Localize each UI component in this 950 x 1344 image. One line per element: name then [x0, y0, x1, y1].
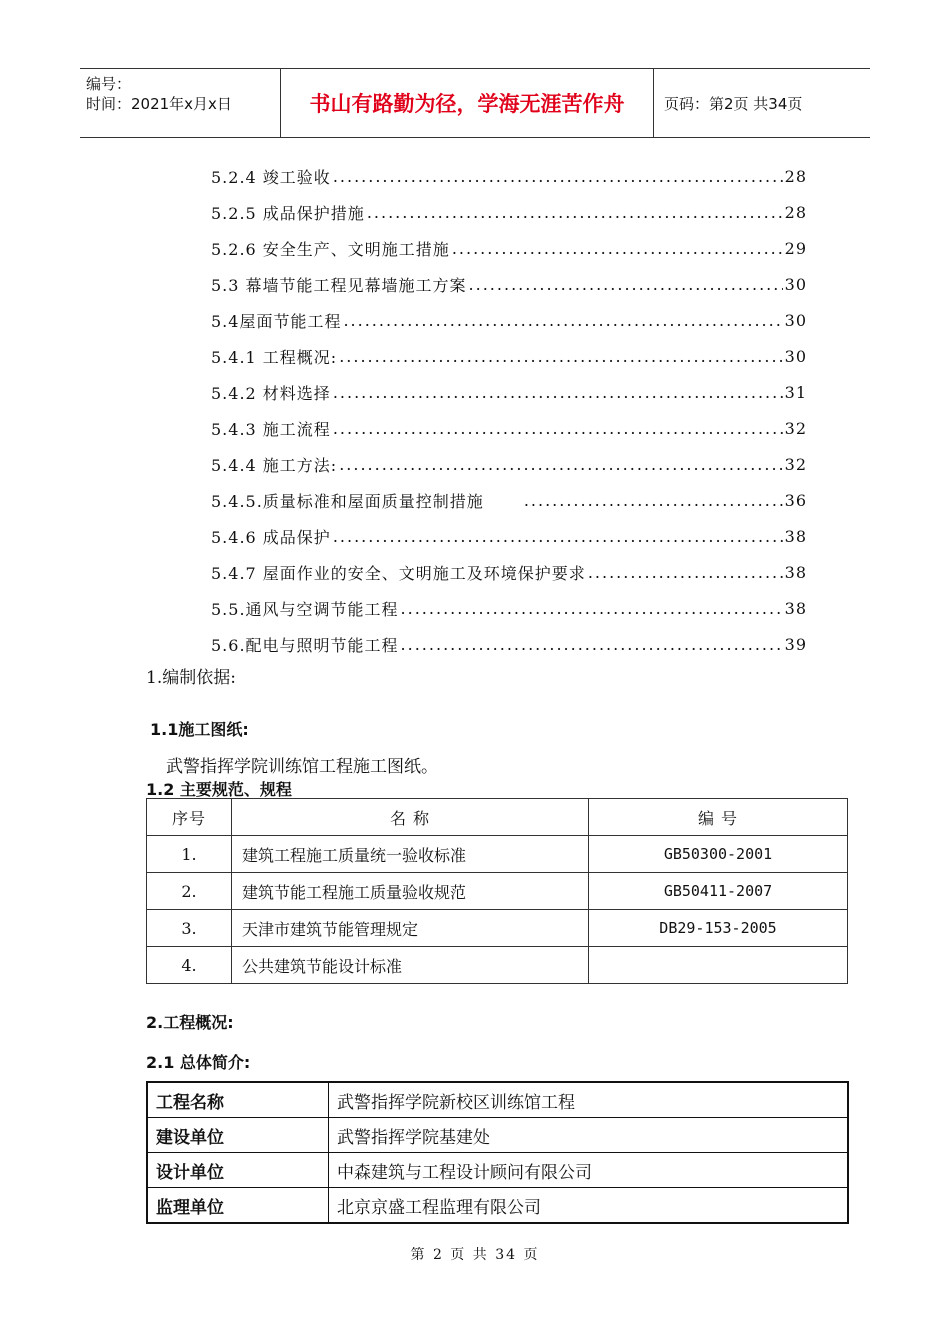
- toc-entry-page: 32: [784, 418, 807, 438]
- toc-entry-label: 5.2.5 成品保护措施: [211, 203, 365, 223]
- row-key: 工程名称: [147, 1082, 329, 1118]
- overview-table: [146, 1081, 849, 1224]
- toc-entry-page: 30: [784, 346, 807, 366]
- standards-table: [146, 798, 848, 984]
- table-of-contents: [211, 158, 807, 662]
- toc-entry: [211, 266, 807, 302]
- toc-leader-dots: [588, 563, 783, 582]
- time-label: 时间：2021年x月x日: [86, 95, 232, 113]
- toc-leader-dots: [452, 239, 783, 258]
- header-page-info: 页码：第2页 共34页: [664, 94, 803, 113]
- cell-code: GB50300-2001: [589, 836, 848, 873]
- toc-entry: [211, 590, 807, 626]
- row-value: 武警指挥学院基建处: [329, 1118, 849, 1153]
- cell-code: [589, 947, 848, 984]
- toc-entry-page: 38: [784, 562, 807, 582]
- section-2-1-title: 2.1 总体简介:: [146, 1053, 251, 1072]
- row-key: 设计单位: [147, 1153, 329, 1188]
- toc-leader-dots: [333, 527, 783, 546]
- toc-entry-label: 5.6.配电与照明节能工程: [211, 635, 399, 655]
- toc-entry-page: 30: [784, 310, 807, 330]
- toc-leader-dots: [401, 635, 783, 654]
- toc-entry-label: 5.4.3 施工流程: [211, 419, 331, 439]
- toc-entry-page: 32: [784, 454, 807, 474]
- cell-name: 公共建筑节能设计标准: [232, 947, 589, 984]
- header-motto: 书山有路勤为径，学海无涯苦作舟: [281, 69, 654, 137]
- toc-entry-page: 29: [784, 238, 807, 258]
- cell-index: 4.: [147, 947, 232, 984]
- toc-entry: [211, 446, 807, 482]
- section-1-1-text: 武警指挥学院训练馆工程施工图纸。: [166, 757, 438, 777]
- table-row: [147, 836, 848, 873]
- row-value: 武警指挥学院新校区训练馆工程: [329, 1082, 849, 1118]
- toc-entry-label: 5.3 幕墙节能工程见幕墙施工方案: [211, 275, 467, 295]
- toc-entry-label: 5.4.5.质量标准和屋面质量控制措施: [211, 491, 484, 511]
- toc-entry-page: 28: [784, 166, 807, 186]
- section-1-2-title: 1.2 主要规范、规程: [146, 780, 292, 799]
- toc-leader-dots: [339, 347, 782, 366]
- toc-entry-page: 30: [784, 274, 807, 294]
- table-row: [147, 1188, 848, 1224]
- page-header: [80, 68, 870, 138]
- toc-leader-dots: [469, 275, 783, 294]
- toc-entry: [211, 230, 807, 266]
- table-row: [147, 1118, 848, 1153]
- toc-entry-label: 5.4.7 屋面作业的安全、文明施工及环境保护要求: [211, 563, 586, 583]
- toc-entry-label: 5.4.2 材料选择: [211, 383, 331, 403]
- cell-name: 天津市建筑节能管理规定: [232, 910, 589, 947]
- row-key: 监理单位: [147, 1188, 329, 1224]
- toc-entry-page: 28: [784, 202, 807, 222]
- section-1-1-title: 1.1施工图纸:: [150, 720, 249, 739]
- column-header: 序号: [147, 799, 232, 836]
- toc-entry-label: 5.5.通风与空调节能工程: [211, 599, 399, 619]
- toc-entry-page: 36: [784, 490, 807, 510]
- toc-entry: [211, 338, 807, 374]
- toc-entry: [211, 554, 807, 590]
- cell-code: GB50411-2007: [589, 873, 848, 910]
- toc-entry: [211, 482, 807, 518]
- toc-entry-page: 38: [784, 598, 807, 618]
- row-key: 建设单位: [147, 1118, 329, 1153]
- toc-entry-label: 5.4屋面节能工程: [211, 311, 342, 331]
- toc-entry: [211, 302, 807, 338]
- toc-entry-page: 39: [784, 634, 807, 654]
- toc-entry-label: 5.4.4 施工方法:: [211, 455, 338, 475]
- toc-entry-label: 5.4.6 成品保护: [211, 527, 331, 547]
- cell-name: 建筑工程施工质量统一验收标准: [232, 836, 589, 873]
- column-header: 名 称: [232, 799, 589, 836]
- header-meta: [80, 69, 281, 137]
- cell-index: 2.: [147, 873, 232, 910]
- toc-entry: [211, 158, 807, 194]
- table-row: [147, 910, 848, 947]
- table-row: [147, 1082, 848, 1118]
- toc-leader-dots: [333, 419, 783, 438]
- toc-entry: [211, 626, 807, 662]
- toc-entry-label: 5.2.4 竣工验收: [211, 167, 331, 187]
- toc-entry-label: 5.2.6 安全生产、文明施工措施: [211, 239, 450, 259]
- column-header: 编 号: [589, 799, 848, 836]
- serial-label: 编号：: [86, 75, 132, 93]
- toc-entry-label: 5.4.1 工程概况:: [211, 347, 338, 367]
- toc-entry: [211, 518, 807, 554]
- table-header-row: [147, 799, 848, 836]
- toc-leader-dots: [333, 383, 783, 402]
- row-value: 北京京盛工程监理有限公司: [329, 1188, 849, 1224]
- section-1-title: 1.编制依据:: [146, 668, 236, 688]
- page-footer: 第 2 页 共 34 页: [410, 1247, 540, 1263]
- cell-name: 建筑节能工程施工质量验收规范: [232, 873, 589, 910]
- table-row: [147, 1153, 848, 1188]
- cell-code: DB29-153-2005: [589, 910, 848, 947]
- table-row: [147, 947, 848, 984]
- section-2-title: 2.工程概况:: [146, 1013, 234, 1032]
- toc-entry: [211, 410, 807, 446]
- toc-leader-dots: [524, 491, 783, 510]
- toc-leader-dots: [339, 455, 782, 474]
- toc-leader-dots: [367, 203, 783, 222]
- toc-leader-dots: [401, 599, 783, 618]
- cell-index: 3.: [147, 910, 232, 947]
- table-row: [147, 873, 848, 910]
- toc-entry-page: 38: [784, 526, 807, 546]
- toc-entry-page: 31: [784, 382, 807, 402]
- toc-leader-dots: [343, 311, 782, 330]
- toc-leader-dots: [333, 167, 783, 186]
- toc-entry: [211, 194, 807, 230]
- toc-entry: [211, 374, 807, 410]
- row-value: 中森建筑与工程设计顾问有限公司: [329, 1153, 849, 1188]
- cell-index: 1.: [147, 836, 232, 873]
